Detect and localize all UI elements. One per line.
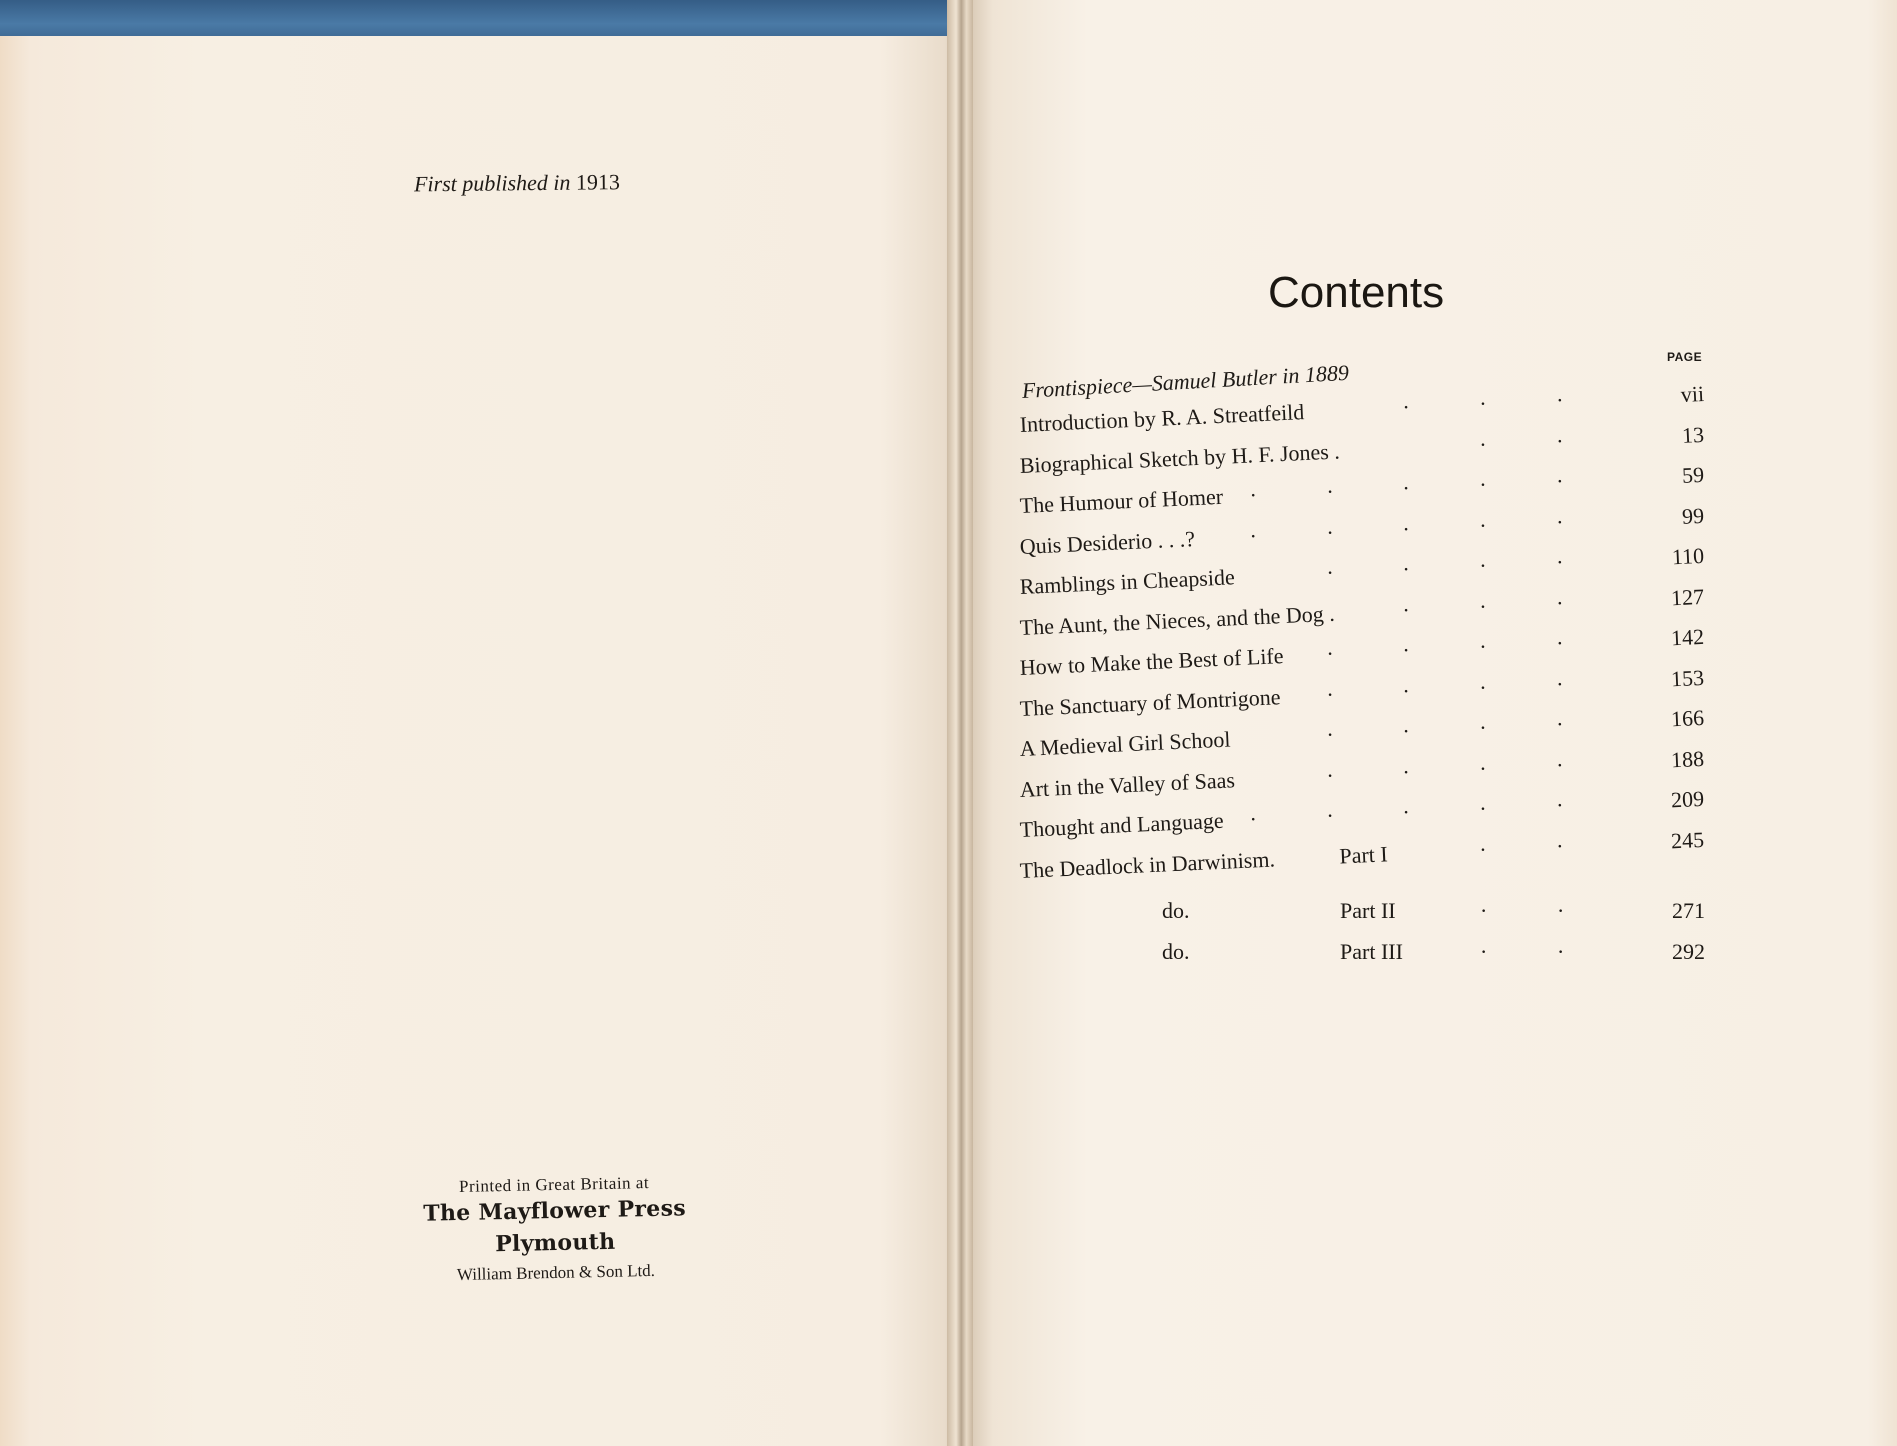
leader-dot: ·: [1555, 792, 1565, 818]
leader-dot: ·: [1325, 762, 1335, 788]
toc-entry-title: Thought and Language: [1019, 807, 1225, 842]
toc-entry-title: The Aunt, the Nieces, and the Dog .: [1019, 600, 1336, 640]
leader-dot: ·: [1478, 512, 1488, 538]
leader-dot: ·: [1325, 640, 1335, 667]
toc-entry-title: do.: [1162, 938, 1190, 964]
toc-entry-title: Introduction by R. A. Streatfeild: [1019, 399, 1305, 437]
leader-dot: ·: [1478, 836, 1488, 862]
page-column-label: PAGE: [1667, 350, 1703, 364]
printer-name: The Mayflower Press: [423, 1195, 687, 1227]
leader-dot: ·: [1478, 593, 1488, 619]
printer-city: Plymouth: [494, 1228, 616, 1258]
leader-dot: ·: [1478, 390, 1488, 417]
toc-entry-page: 153: [1670, 664, 1705, 691]
leader-dot: ·: [1478, 714, 1488, 741]
leader-dot: ·: [1480, 938, 1488, 964]
toc-row: [1020, 898, 1720, 934]
leader-dot: ·: [1401, 718, 1411, 744]
toc-entry-part: Part III: [1340, 938, 1403, 964]
leader-dot: ·: [1478, 755, 1488, 781]
toc-entry-page: 99: [1681, 502, 1705, 529]
toc-entry-title: The Humour of Homer: [1019, 483, 1224, 518]
toc-entry-page: 59: [1681, 461, 1705, 488]
leader-dot: ·: [1555, 468, 1565, 494]
toc-entry-title: do.: [1162, 898, 1190, 923]
leader-dot: ·: [1325, 519, 1335, 545]
leader-dot: ·: [1555, 670, 1565, 697]
leader-dot: ·: [1478, 795, 1488, 822]
page-title: Contents: [1268, 268, 1445, 317]
toc-entry-title: Ramblings in Cheapside: [1019, 564, 1236, 599]
leader-dot: ·: [1478, 633, 1488, 660]
leader-dot: ·: [1401, 394, 1411, 420]
leader-dot: ·: [1401, 596, 1411, 623]
leader-dot: ·: [1401, 758, 1411, 785]
leader-dot: ·: [1478, 552, 1488, 579]
leader-dot: ·: [1555, 508, 1565, 535]
toc-entry-page: 142: [1670, 623, 1705, 651]
leader-dot: ·: [1325, 721, 1335, 748]
leader-dot: ·: [1478, 674, 1488, 700]
leader-dot: ·: [1557, 898, 1565, 923]
leader-dot: ·: [1248, 482, 1258, 508]
toc-entry-title: How to Make the Best of Life: [1019, 643, 1284, 680]
toc-entry-page: 166: [1670, 704, 1705, 732]
toc-entry-title: The Deadlock in Darwinism.: [1019, 845, 1276, 883]
toc-entry-title: A Medieval Girl School: [1019, 726, 1231, 761]
toc-entry-page: 110: [1671, 542, 1705, 570]
leader-dot: ·: [1478, 431, 1488, 457]
leader-dot: ·: [1555, 630, 1565, 656]
toc-entry-page: 292: [1672, 938, 1705, 964]
printer-imprint: [409, 1172, 701, 1286]
toc-entry-title: The Sanctuary of Montrigone: [1019, 683, 1281, 721]
leader-dot: ·: [1557, 938, 1565, 964]
toc-entry-title: Biographical Sketch by H. F. Jones .: [1019, 437, 1341, 478]
book-gutter: [947, 0, 973, 1446]
leader-dot: ·: [1325, 478, 1335, 505]
printer-line: Printed in Great Britain at: [458, 1173, 650, 1196]
leader-dot: ·: [1248, 522, 1258, 549]
leader-dot: ·: [1555, 387, 1565, 413]
leader-dot: ·: [1555, 589, 1565, 616]
frontispiece-line: Frontispiece—Samuel Butler in 1889: [1021, 359, 1350, 403]
first-published-year: 1913: [575, 169, 621, 195]
leader-dot: ·: [1555, 427, 1565, 454]
leader-dot: ·: [1401, 475, 1411, 501]
leader-dot: ·: [1555, 832, 1565, 859]
leader-dot: ·: [1401, 556, 1411, 582]
leader-dot: ·: [1480, 898, 1488, 923]
toc-entry-title: Art in the Valley of Saas: [1019, 766, 1236, 802]
leader-dot: ·: [1401, 637, 1411, 663]
leader-dot: ·: [1325, 559, 1335, 586]
leader-dot: ·: [1555, 549, 1565, 575]
leader-dot: ·: [1555, 751, 1565, 778]
toc-entry-page: 209: [1670, 785, 1705, 813]
toc-entry-title: Quis Desiderio . . .?: [1019, 525, 1196, 559]
leader-dot: ·: [1401, 515, 1411, 542]
toc-row: [1020, 939, 1720, 975]
first-published-line: [414, 169, 674, 198]
toc-entry-page: vii: [1680, 380, 1705, 407]
leader-dot: ·: [1478, 471, 1488, 498]
leader-dot: ·: [1555, 711, 1565, 737]
leader-dot: ·: [1325, 681, 1335, 707]
toc-entry-page: 127: [1670, 583, 1705, 610]
leader-dot: ·: [1401, 677, 1411, 704]
first-published-label: First published in: [413, 169, 571, 197]
leader-dot: ·: [1248, 806, 1258, 832]
toc-entry-page: 271: [1672, 898, 1705, 923]
toc-entry-page: 245: [1670, 826, 1705, 853]
leader-dot: ·: [1401, 799, 1411, 825]
toc-entry-part: Part II: [1340, 898, 1396, 923]
leader-dot: ·: [1325, 802, 1335, 829]
toc-entry-page: 188: [1670, 745, 1705, 772]
toc-entry-part: Part I: [1338, 840, 1389, 868]
printer-company: William Brendon & Son Ltd.: [456, 1260, 656, 1285]
toc-entry-page: 13: [1681, 421, 1705, 448]
